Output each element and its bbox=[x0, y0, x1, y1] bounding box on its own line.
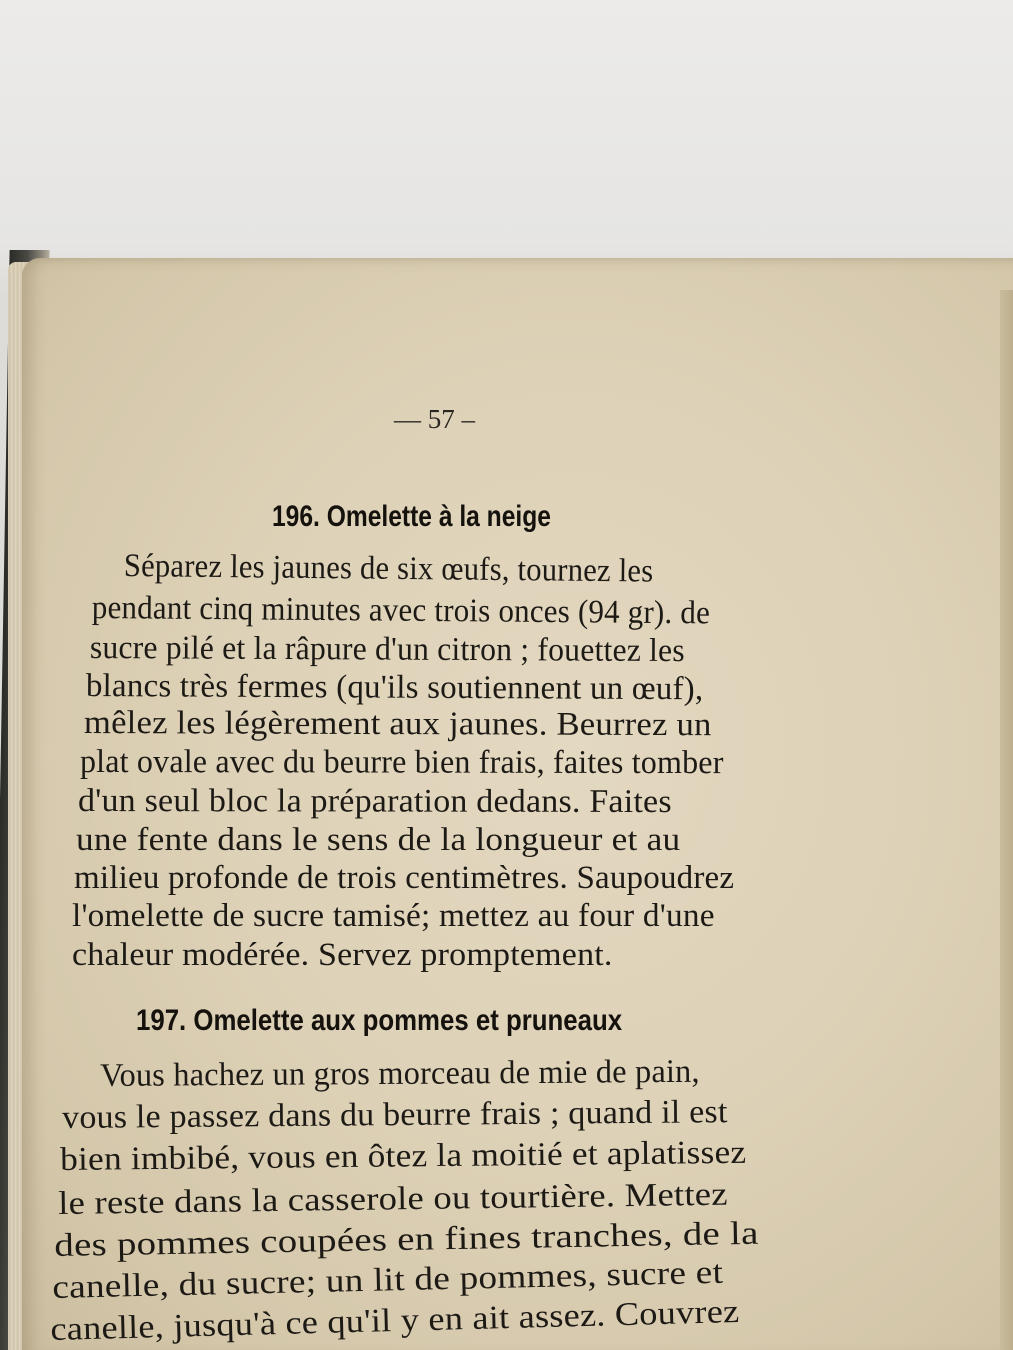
page-number: — 57 – bbox=[394, 404, 475, 434]
recipe-line: canelle, jusqu'à ce qu'il y en ait assez. Couvrez bbox=[50, 1293, 740, 1348]
recipe-line: d'un seul bloc la préparation dedans. Faites bbox=[77, 783, 672, 821]
recipe-line: milieu profonde de trois centimètres. Saupoudrez bbox=[74, 860, 735, 896]
recipe-line: Séparez les jaunes de six œufs, tournez les bbox=[123, 548, 654, 590]
recipe-heading: 196. Omelette à la neige bbox=[272, 500, 551, 533]
recipe-line: canelle, du sucre; un lit de pommes, sucre et bbox=[52, 1254, 724, 1306]
recipe-line: bien imbibé, vous en ôtez la moitié et aplatissez bbox=[60, 1134, 747, 1178]
recipe-line: pendant cinq minutes avec trois onces (94 gr). de bbox=[91, 590, 711, 632]
recipe-line: chaleur modérée. Servez promptement. bbox=[72, 937, 613, 973]
recipe-line: mêlez les légèrement aux jaunes. Beurrez un bbox=[83, 705, 712, 744]
recipe-line: vous le passez dans du beurre frais ; quand il est bbox=[62, 1094, 728, 1136]
recipe-line: le reste dans la casserole ou tourtière. Mettez bbox=[58, 1176, 728, 1222]
recipe-line: sucre pilé et la râpure d'un citron ; fouettez les bbox=[89, 630, 685, 670]
recipe-line: Vous hachez un gros morceau de mie de pain, bbox=[100, 1053, 700, 1094]
recipe-heading: 197. Omelette aux pommes et pruneaux bbox=[136, 1004, 623, 1037]
recipe-line: une fente dans le sens de la longueur et au bbox=[76, 822, 681, 858]
recipe-line: des pommes coupées en fines tranches, de la bbox=[54, 1215, 759, 1264]
recipe-line: plat ovale avec du beurre bien frais, faites tomber bbox=[79, 744, 724, 782]
recipe-line: l'omelette de sucre tamisé; mettez au four d'une bbox=[72, 898, 715, 934]
recipe-line: blancs très fermes (qu'ils soutiennent un œuf), bbox=[85, 668, 704, 708]
